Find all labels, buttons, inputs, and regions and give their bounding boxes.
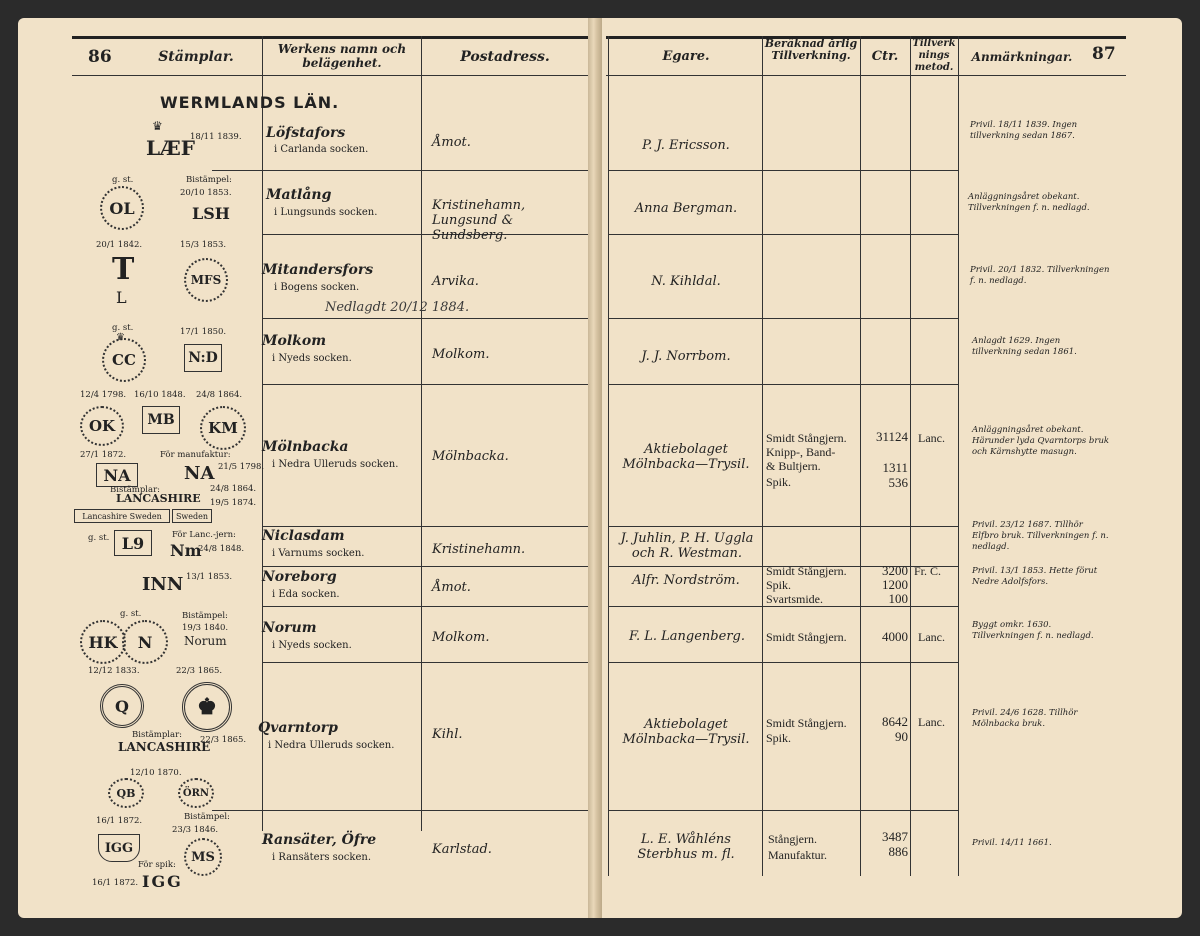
col-divider-owner-left xyxy=(608,36,609,876)
header-works: Werkens namn och belägenhet. xyxy=(277,42,407,70)
ctr-value: 8642 xyxy=(882,714,908,729)
works-name: Ransäter, Öfre xyxy=(262,832,377,848)
ctr-value: 100 xyxy=(888,591,908,606)
owner: J. J. Norrbom. xyxy=(641,349,731,364)
stamp-na: NA xyxy=(184,463,215,484)
production-type: Svartsmide. xyxy=(766,592,823,606)
production-type: Stångjern. xyxy=(768,832,817,846)
ctr-value: 536 xyxy=(888,475,908,490)
stamp-date: 23/3 1846. xyxy=(172,825,219,835)
postal-address: Åmot. xyxy=(432,135,471,150)
remarks: Anlagdt 1629. Ingen tillverkning sedan 1861. xyxy=(972,336,1077,357)
stamp-date: 24/8 1864. xyxy=(210,484,257,494)
stamp-box: Lancashire Sweden xyxy=(74,509,170,523)
stamp-lanc-jern: För Lanc.-jern: xyxy=(172,530,236,540)
stamp-box: Sweden xyxy=(172,509,212,523)
stamp-lancashire: LANCASHIRE xyxy=(118,740,211,754)
stamp-na: NA xyxy=(96,463,138,487)
stamp-date: 20/10 1853. xyxy=(180,188,232,198)
remarks: Anläggningsåret obekant. Härunder lyda Qvarntorps bruk och Kärnshytte masugn. xyxy=(972,425,1110,457)
stamp-km: KM xyxy=(200,406,246,450)
stamp-igg: IGG xyxy=(98,834,140,862)
remarks: Privil. 24/6 1628. Tillhör Mölnbacka bruk. xyxy=(972,708,1078,729)
stamp-l: L xyxy=(116,288,127,307)
works-parish: i Varnums socken. xyxy=(272,548,365,559)
stamp-date: 22/3 1865. xyxy=(176,666,223,676)
row-separator xyxy=(608,810,958,811)
stamp-lancashire: LANCASHIRE xyxy=(116,492,201,505)
row-separator xyxy=(608,318,958,319)
row-separator xyxy=(212,170,588,171)
left-page-number: 86 xyxy=(88,47,112,67)
stamp-date: 15/3 1853. xyxy=(180,240,227,250)
ctr-value: 886 xyxy=(888,844,908,859)
method: Lanc. xyxy=(918,431,945,445)
works-name: Qvarntorp xyxy=(258,720,338,736)
stamp-ms: MS xyxy=(184,838,222,876)
header-rule-left xyxy=(72,75,588,76)
stamp-bistampel: Bistämpel: xyxy=(184,812,230,822)
production-type: Smidt Stångjern. xyxy=(766,564,847,578)
stamp-date: 13/1 1853. xyxy=(186,572,233,582)
stamp-q: Q xyxy=(100,684,144,728)
stamp-date: 12/12 1833. xyxy=(88,666,140,676)
stamp-date: 21/5 1798. xyxy=(218,462,265,472)
col-divider-method xyxy=(910,36,911,876)
remarks: Privil. 23/12 1687. Tillhör Elfbro bruk. Tillverkningen f. n. nedlagd. xyxy=(972,520,1109,552)
stamp-date: 16/10 1848. xyxy=(134,390,186,400)
col-divider-production xyxy=(762,36,763,876)
stamp-date: 17/1 1850. xyxy=(180,327,227,337)
works-parish: i Nedra Ulleruds socken. xyxy=(272,459,399,470)
owner: N. Kihldal. xyxy=(651,274,721,289)
stamp-date: 22/3 1865. xyxy=(200,735,247,745)
row-separator xyxy=(608,170,958,171)
production-type: Manufaktur. xyxy=(768,848,827,862)
works-name: Niclasdam xyxy=(262,528,345,544)
stamp-gst: g. st. xyxy=(112,323,134,333)
production-type: Knipp-, Band- xyxy=(766,445,836,459)
ctr-value: 31124 xyxy=(875,429,908,444)
remarks: Anläggningsåret obekant. Tillverkningen f. n. nedlagd. xyxy=(968,192,1090,213)
header-production: Beräknad årlig Tillverkning. xyxy=(764,37,858,62)
stamp-date: 19/5 1874. xyxy=(210,498,257,508)
col-divider-ctr xyxy=(860,36,861,876)
works-parish: i Lungsunds socken. xyxy=(274,207,378,218)
top-rule-left xyxy=(72,36,588,39)
stamp-bistampel: Bistämpel: xyxy=(182,611,228,621)
eagle-icon: ♚ xyxy=(182,682,232,732)
stamp-qb: QB xyxy=(108,778,144,808)
production-type: Spik. xyxy=(766,731,792,745)
stamp-date: 27/1 1872. xyxy=(80,450,127,460)
stamp-mb: MB xyxy=(142,406,180,434)
production-type: Spik. xyxy=(766,475,792,489)
works-parish: i Carlanda socken. xyxy=(274,144,369,155)
stamp-bistamplar: Bistämplar: xyxy=(132,730,183,740)
header-rule-right xyxy=(606,75,1126,76)
postal-address: Åmot. xyxy=(432,580,471,595)
remarks: Privil. 20/1 1832. Tillverkningen f. n. nedlagd. xyxy=(970,265,1110,286)
works-name: Norum xyxy=(262,620,317,636)
stamp-inn: INN xyxy=(142,574,184,595)
stamp-for-spik: För spik: xyxy=(138,860,176,870)
stamp-norum: Norum xyxy=(184,634,227,648)
remarks: Byggt omkr. 1630. Tillverkningen f. n. nedlagd. xyxy=(972,620,1094,641)
works-name: Molkom xyxy=(262,333,327,349)
stamp-nm: Nm xyxy=(170,541,202,560)
stamp-manufaktur: För manufaktur: xyxy=(160,450,231,460)
stamp-date: 24/8 1848. xyxy=(198,544,245,554)
stamp-igg-spik: IGG xyxy=(142,872,183,891)
row-separator xyxy=(608,384,958,385)
method: Lanc. xyxy=(918,715,945,729)
stamp-orn: ÖRN xyxy=(178,778,214,808)
header-postal: Postadress. xyxy=(460,49,550,65)
stamp-date: 19/3 1840. xyxy=(182,623,229,633)
col-divider-remarks xyxy=(958,36,959,876)
stamp-mark-lof: LÆF xyxy=(146,136,195,160)
ctr-value: 1200 xyxy=(882,577,908,592)
stamp-date: 16/1 1872. xyxy=(96,816,143,826)
owner: Aktiebolaget Mölnbacka—Trysil. xyxy=(622,442,750,472)
crown-icon: ♛ xyxy=(152,119,163,133)
stamp-date: 12/10 1870. xyxy=(130,768,182,778)
stamp-gst: g. st. xyxy=(112,175,134,185)
header-method: Tillverk nings metod. xyxy=(912,38,956,73)
top-rule-right xyxy=(606,36,1126,39)
works-parish: i Nedra Ulleruds socken. xyxy=(268,740,395,751)
county-heading: WERMLANDS LÄN. xyxy=(160,93,340,112)
handwritten-note: Nedlagdt 20/12 1884. xyxy=(325,300,470,315)
stamp-l9: L9 xyxy=(114,530,152,556)
owner: Aktiebolaget Mölnbacka—Trysil. xyxy=(622,717,750,747)
stamp-ol: OL xyxy=(100,186,144,230)
row-separator xyxy=(608,234,958,235)
works-parish: i Eda socken. xyxy=(272,589,340,600)
method: Fr. C. xyxy=(914,564,942,578)
stamp-ok: OK xyxy=(80,406,124,446)
crown-icon: ♛ xyxy=(116,332,125,343)
stamp-date: 16/1 1872. xyxy=(92,878,139,888)
stamp-bistamplar: Bistämplar: xyxy=(110,485,161,495)
stamp-bistampel: Bistämpel: xyxy=(186,175,232,185)
row-separator xyxy=(608,526,958,527)
works-name: Mitandersfors xyxy=(262,262,374,278)
stamp-lsh: LSH xyxy=(192,204,230,223)
production-type: Smidt Stångjern. xyxy=(766,716,847,730)
stamp-cc: CC xyxy=(102,338,146,382)
row-separator xyxy=(262,566,588,567)
postal-address: Mölnbacka. xyxy=(432,449,509,464)
row-separator xyxy=(608,606,958,607)
remarks: Privil. 14/11 1661. xyxy=(972,838,1052,848)
col-divider-works xyxy=(262,36,263,831)
col-divider-postal xyxy=(421,36,422,831)
stamp-hk: HK xyxy=(80,620,126,664)
production-type: Spik. xyxy=(766,578,792,592)
owner: J. Juhlin, P. H. Uggla och R. Westman. xyxy=(620,531,754,561)
stamp-n: N xyxy=(122,620,168,664)
postal-address: Kristinehamn. xyxy=(432,542,526,557)
header-remarks: Anmärkningar. xyxy=(971,50,1073,64)
production-type: Smidt Stångjern. xyxy=(766,630,847,644)
stamp-gst: g. st. xyxy=(120,609,142,619)
remarks: Privil. 13/1 1853. Hette förut Nedre Adolfsfors. xyxy=(972,566,1098,587)
header-ctr: Ctr. xyxy=(871,49,899,64)
postal-address: Molkom. xyxy=(432,630,490,645)
header-stamps: Stämplar. xyxy=(158,49,234,65)
works-name: Löfstafors xyxy=(266,125,346,141)
ctr-value: 3200 xyxy=(882,563,908,578)
header-owner: Egare. xyxy=(662,49,710,64)
stamp-date: 24/8 1864. xyxy=(196,390,243,400)
owner: L. E. Wåhléns Sterbhus m. fl. xyxy=(637,832,735,862)
row-separator xyxy=(262,606,588,607)
owner: Anna Bergman. xyxy=(634,201,738,216)
postal-address: Molkom. xyxy=(432,347,490,362)
ctr-value: 3487 xyxy=(882,829,908,844)
row-separator xyxy=(262,318,588,319)
works-parish: i Nyeds socken. xyxy=(272,353,352,364)
owner: P. J. Ericsson. xyxy=(642,138,730,153)
ctr-value: 4000 xyxy=(882,629,908,644)
postal-address: Arvika. xyxy=(432,274,479,289)
method: Lanc. xyxy=(918,630,945,644)
stamp-date: 12/4 1798. xyxy=(80,390,127,400)
stamp-date: 20/1 1842. xyxy=(96,240,143,250)
works-name: Matlång xyxy=(266,187,332,203)
works-parish: i Nyeds socken. xyxy=(272,640,352,651)
row-separator xyxy=(262,662,588,663)
production-type: Smidt Stångjern. xyxy=(766,431,847,445)
stamp-gst: g. st. xyxy=(88,533,110,543)
right-page-number: 87 xyxy=(1092,44,1116,64)
stamp-date: 18/11 1839. xyxy=(190,132,242,142)
row-separator xyxy=(262,384,588,385)
row-separator xyxy=(262,526,588,527)
stamp-mfs: MFS xyxy=(184,258,228,302)
row-separator xyxy=(212,810,588,811)
works-parish: i Bogens socken. xyxy=(274,282,360,293)
remarks: Privil. 18/11 1839. Ingen tillverkning sedan 1867. xyxy=(970,120,1078,141)
works-name: Mölnbacka xyxy=(262,439,349,455)
book-spine xyxy=(588,18,602,918)
works-name: Noreborg xyxy=(262,569,337,585)
stamp-t: T xyxy=(112,252,135,287)
works-parish: i Ransäters socken. xyxy=(272,852,372,863)
production-type: & Bultjern. xyxy=(766,459,821,473)
owner: F. L. Langenberg. xyxy=(629,629,745,644)
postal-address: Karlstad. xyxy=(432,842,492,857)
ctr-value: 90 xyxy=(895,729,908,744)
postal-address: Kihl. xyxy=(432,727,463,742)
row-separator xyxy=(608,662,958,663)
owner: Alfr. Nordström. xyxy=(632,573,740,588)
postal-address: Kristinehamn, Lungsund & Sundsberg. xyxy=(432,198,526,243)
stamp-nd: N:D xyxy=(184,344,222,372)
ctr-value: 1311 xyxy=(882,460,908,475)
